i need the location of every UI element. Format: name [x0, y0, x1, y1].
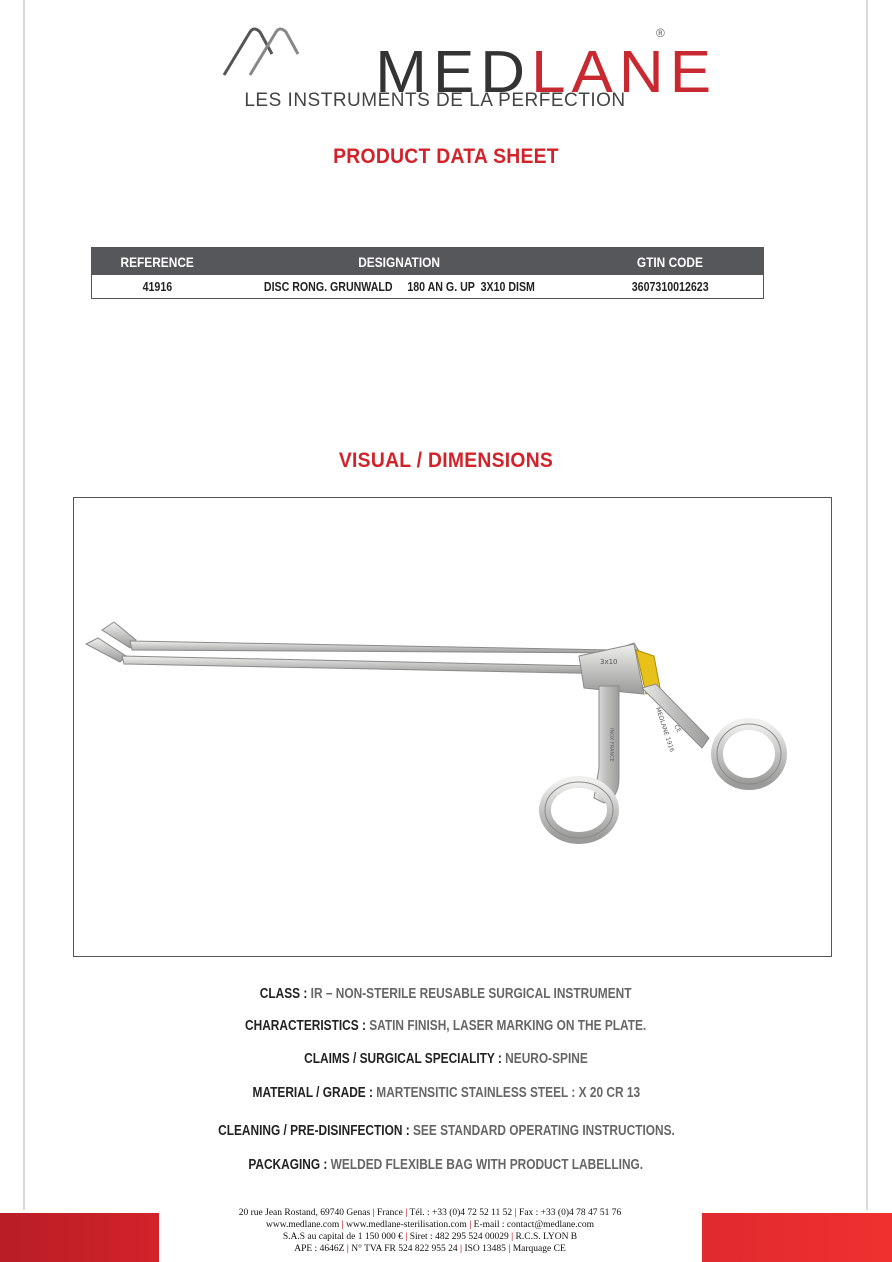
- footer-line-2: www.medlane.com | www.medlane-sterilisation.com | E-mail : contact@medlane.com: [265, 1220, 594, 1230]
- sterilisation-website-link[interactable]: www.medlane-sterilisation.com: [346, 1220, 467, 1230]
- spec-characteristics: CHARACTERISTICS : SATIN FINISH, LASER MARKING ON THE PLATE.: [245, 1018, 647, 1034]
- spec-class: CLASS : IR – NON-STERILE REUSABLE SURGICAL INSTRUMENT: [260, 986, 632, 1002]
- spec-packaging: PACKAGING : WELDED FLEXIBLE BAG WITH PRODUCT LABELLING.: [248, 1157, 644, 1173]
- table-row: [92, 275, 763, 298]
- product-data-sheet-title: PRODUCT DATA SHEET: [333, 145, 559, 168]
- header-reference: REFERENCE: [120, 253, 194, 270]
- footer-line-1: 20 rue Jean Rostand, 69740 Genas | France | Tél. : +33 (0)4 72 52 11 52 | Fax : +33 (0)4 78 47 51 76: [238, 1208, 622, 1218]
- visual-box: [73, 497, 832, 957]
- spec-claims: CLAIMS / SURGICAL SPECIALITY : NEURO-SPINE: [304, 1051, 588, 1067]
- email-link[interactable]: E-mail : contact@medlane.com: [473, 1220, 594, 1230]
- marking-size: 3x10: [600, 658, 618, 666]
- website-link[interactable]: www.medlane.com: [265, 1220, 340, 1230]
- marking-brand: MEDLANE 1916: [654, 706, 676, 753]
- footer-line-3: S.A.S au capital de 1 150 000 € | Siret : 482 295 524 00029 | R.C.S. LYON B: [282, 1232, 578, 1242]
- footer-line-4: APE : 4646Z | N° TVA FR 524 822 955 24 | ISO 13485 | Marquage CE: [294, 1244, 566, 1254]
- table-header-row: [92, 248, 763, 275]
- footer-bar-left: [0, 1213, 159, 1262]
- rongeur-instrument-image: [74, 498, 831, 956]
- cell-gtin: 3607310012623: [631, 279, 709, 294]
- cell-designation: DISC RONG. GRUNWALD 180 AN G. UP 3X10 DISM: [264, 279, 535, 294]
- logo-tagline: LES INSTRUMENTS DE LA PERFECTION: [244, 90, 626, 111]
- footer-address: [170, 1207, 690, 1255]
- reference-table: [91, 247, 764, 299]
- header-designation: DESIGNATION: [358, 253, 441, 270]
- marking-ce: CE: [672, 723, 683, 734]
- spec-material: MATERIAL / GRADE : MARTENSITIC STAINLESS STEEL : X 20 CR 13: [252, 1085, 640, 1101]
- footer-bar-right: [702, 1213, 892, 1262]
- logo-wordmark-grey: MED: [375, 39, 532, 106]
- logo-wordmark-red: LANE: [531, 39, 718, 106]
- medlane-logo: [220, 20, 718, 120]
- visual-dimensions-title: VISUAL / DIMENSIONS: [338, 449, 554, 472]
- marking-steel: INOX FRANCE: [608, 728, 614, 762]
- header-gtin: GTIN CODE: [636, 253, 704, 270]
- registered-mark: ®: [656, 26, 665, 40]
- spec-cleaning: CLEANING / PRE-DISINFECTION : SEE STANDARD OPERATING INSTRUCTIONS.: [217, 1123, 675, 1139]
- cell-reference: 41916: [142, 279, 172, 294]
